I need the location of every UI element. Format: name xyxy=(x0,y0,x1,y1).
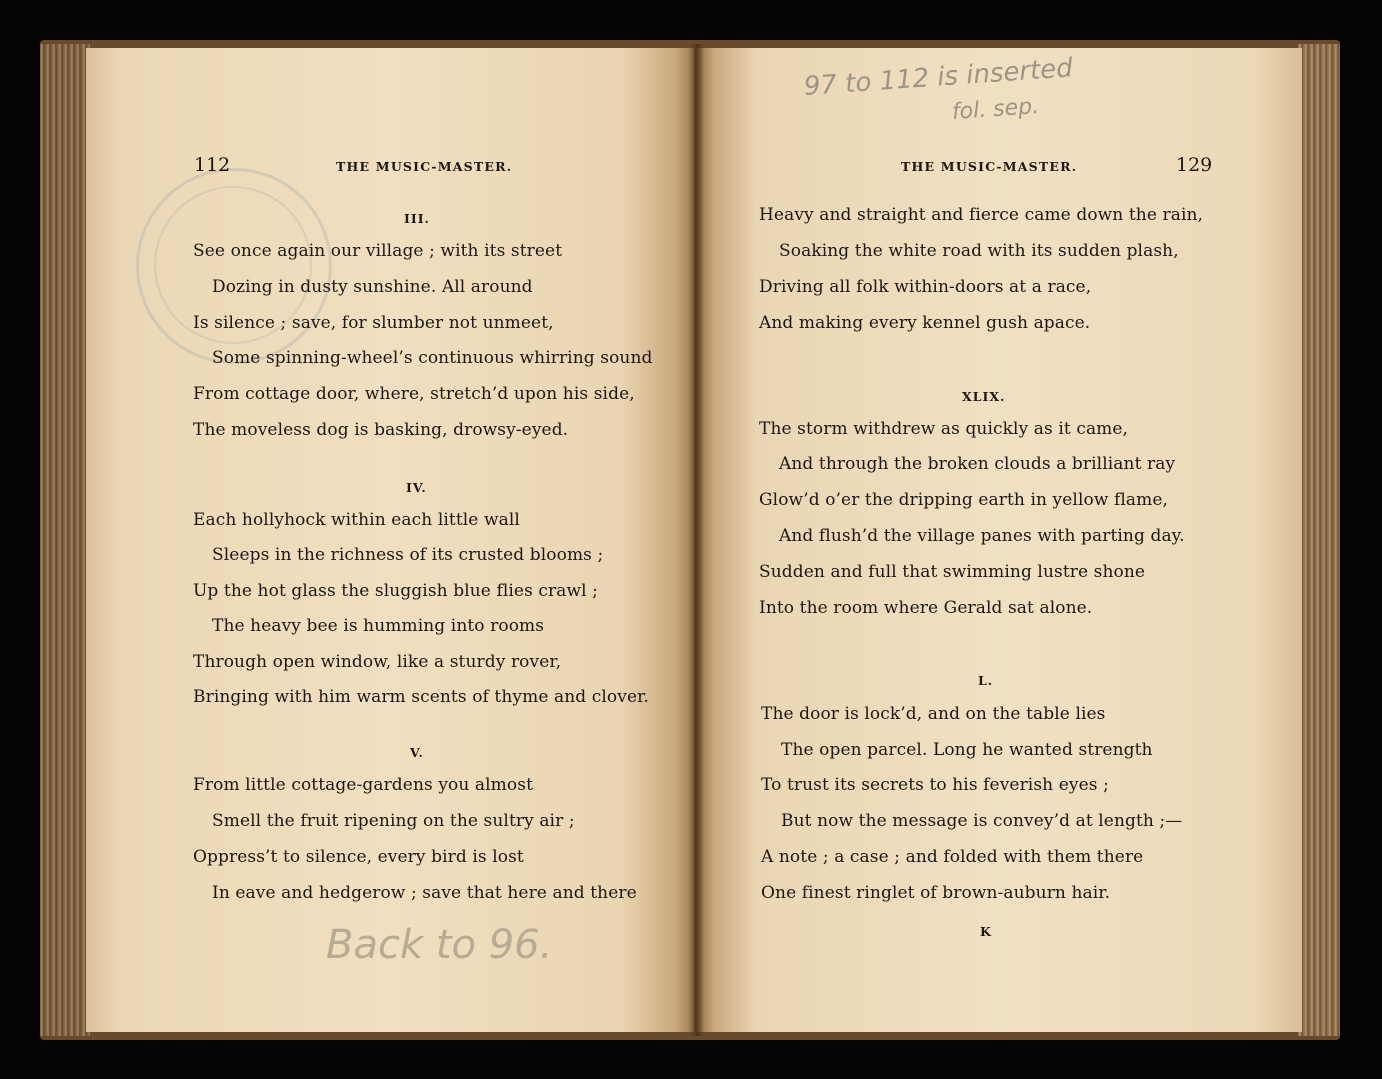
book-gutter xyxy=(688,44,704,1036)
verse-line: The storm withdrew as quickly as it came, xyxy=(759,419,1129,439)
verse-line: Some spinning-wheel’s continuous whirring sound xyxy=(212,348,653,368)
right-page xyxy=(696,48,1302,1032)
page-edges-left xyxy=(40,44,90,1036)
verse-line: See once again our village ; with its street xyxy=(193,241,563,261)
verse-line: The open parcel. Long he wanted strength xyxy=(781,740,1153,760)
verse-line: Through open window, like a sturdy rover, xyxy=(193,652,562,672)
verse-line: Glow’d o’er the dripping earth in yellow flame, xyxy=(759,490,1169,510)
verse-line: A note ; a case ; and folded with them there xyxy=(761,847,1144,867)
verse-line: To trust its secrets to his feverish eyes ; xyxy=(761,775,1109,795)
verse-line: Dozing in dusty sunshine. All around xyxy=(212,277,533,297)
verse-line: And making every kennel gush apace. xyxy=(759,313,1091,333)
verse-line: Is silence ; save, for slumber not unmeet, xyxy=(193,313,554,333)
verse-line: But now the message is convey’d at length ;— xyxy=(781,811,1183,831)
verse-line: From little cottage-gardens you almost xyxy=(193,775,533,795)
verse-line: Into the room where Gerald sat alone. xyxy=(759,598,1093,618)
handwritten-note-top: 97 to 112 is inserted xyxy=(802,53,1074,102)
verse-line: The moveless dog is basking, drowsy-eyed. xyxy=(193,420,569,440)
left-running-head: THE MUSIC-MASTER. xyxy=(336,159,513,174)
verse-line: Soaking the white road with its sudden plash, xyxy=(779,241,1179,261)
handwritten-note-top-second-line: fol. sep. xyxy=(951,93,1040,125)
verse-line: Smell the fruit ripening on the sultry air ; xyxy=(212,811,575,831)
verse-line: From cottage door, where, stretch’d upon his side, xyxy=(193,384,635,404)
verse-line: Sudden and full that swimming lustre shone xyxy=(759,562,1146,582)
verse-line: Each hollyhock within each little wall xyxy=(193,510,520,530)
signature-mark: K xyxy=(980,924,992,939)
section-numeral-xlix: XLIX. xyxy=(962,389,1006,404)
left-page xyxy=(86,48,694,1032)
verse-line: Driving all folk within-doors at a race, xyxy=(759,277,1092,297)
verse-line: Heavy and straight and fierce came down the rain, xyxy=(759,205,1204,225)
right-running-head: THE MUSIC-MASTER. xyxy=(901,159,1078,174)
verse-line: The door is lock’d, and on the table lies xyxy=(761,704,1106,724)
verse-line: And flush’d the village panes with parting day. xyxy=(779,526,1185,546)
section-numeral-iv: IV. xyxy=(406,480,427,495)
right-page-number: 129 xyxy=(1176,154,1213,176)
section-numeral-iii: III. xyxy=(404,211,430,226)
verse-line: In eave and hedgerow ; save that here and there xyxy=(212,883,637,903)
handwritten-note-back-to-96: Back to 96. xyxy=(326,922,553,968)
left-page-number: 112 xyxy=(194,154,231,176)
verse-line: Bringing with him warm scents of thyme and clover. xyxy=(193,687,649,707)
section-numeral-v: V. xyxy=(410,745,424,760)
verse-line: The heavy bee is humming into rooms xyxy=(212,616,545,636)
verse-line: Sleeps in the richness of its crusted blooms ; xyxy=(212,545,604,565)
section-numeral-l: L. xyxy=(978,673,994,688)
verse-line: Oppress’t to silence, every bird is lost xyxy=(193,847,524,867)
verse-line: And through the broken clouds a brilliant ray xyxy=(779,454,1176,474)
verse-line: Up the hot glass the sluggish blue flies crawl ; xyxy=(193,581,599,601)
verse-line: One finest ringlet of brown-auburn hair. xyxy=(761,883,1111,903)
page-edges-right xyxy=(1298,44,1340,1036)
